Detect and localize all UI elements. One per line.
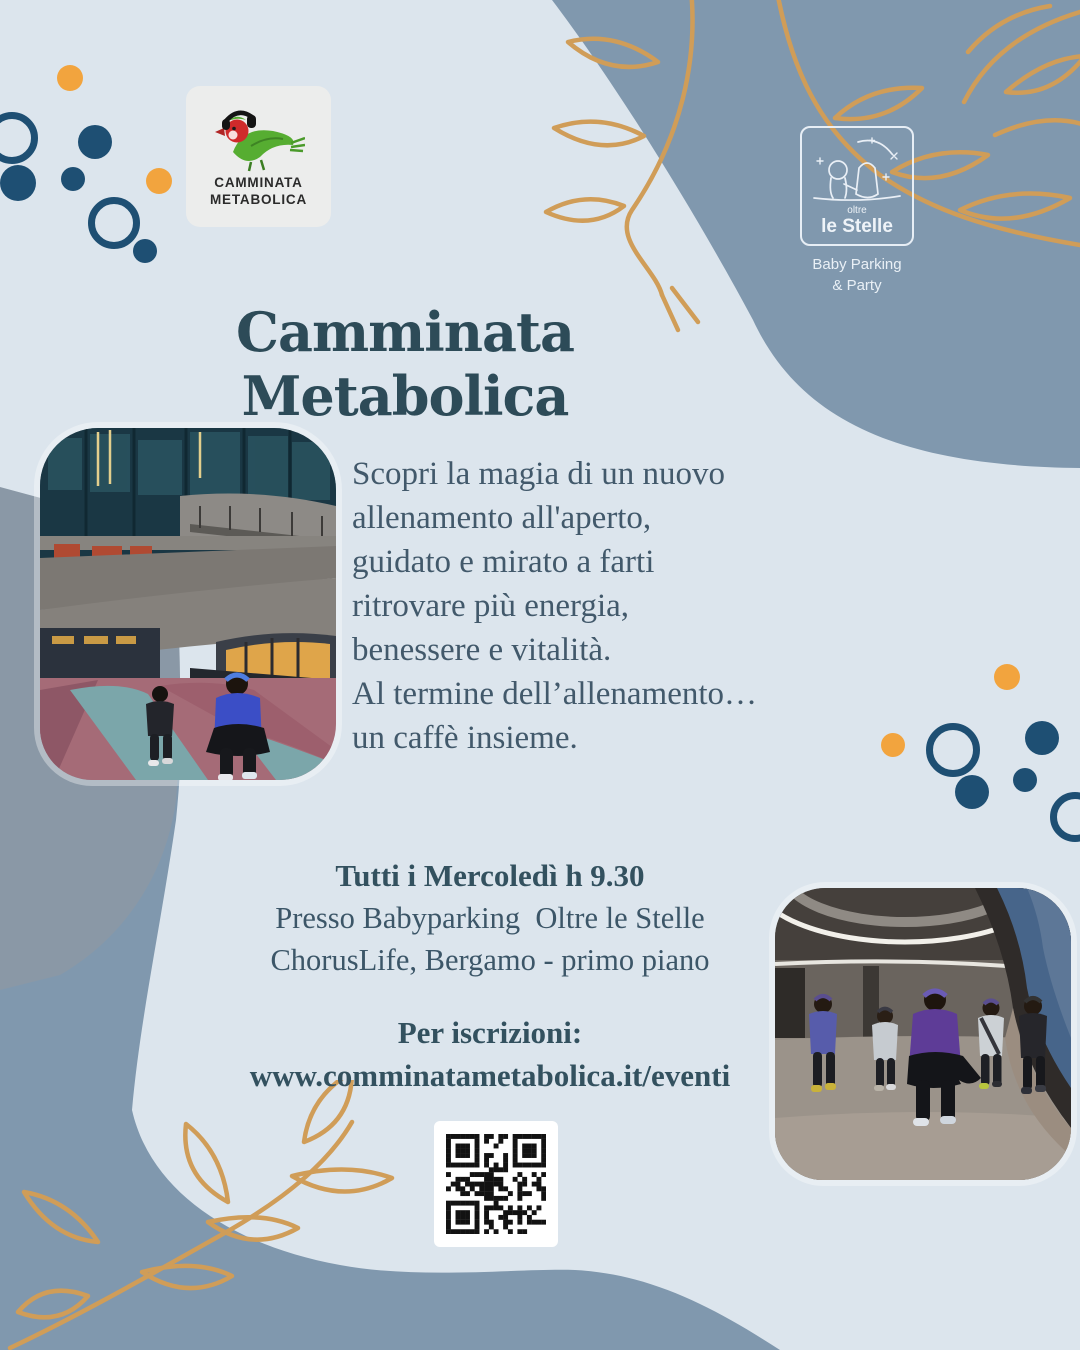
children-stars-sketch-icon <box>802 134 912 206</box>
decor-dot-orange <box>994 664 1020 690</box>
partner-logo-name: le Stelle <box>821 216 893 237</box>
oltre-le-stelle-logo <box>782 126 932 296</box>
intro-line: ritrovare più energia, <box>352 588 630 624</box>
outdoor-walk-photo <box>40 428 336 780</box>
leaf-branch-bottom-left-icon <box>0 1080 420 1350</box>
schedule-where-line1: Presso Babyparking Oltre le Stelle <box>275 901 705 935</box>
intro-paragraph <box>352 452 822 760</box>
schedule-when: Tutti i Mercoledì h 9.30 <box>335 858 645 893</box>
decor-dot-navy <box>133 239 157 263</box>
decor-dot-navy <box>0 165 36 201</box>
signup-url: www.comminatametabolica.it/eventi <box>249 1058 731 1093</box>
decor-dot-orange <box>57 65 83 91</box>
indoor-walk-photo <box>775 888 1071 1180</box>
intro-line: Scopri la magia di un nuovo <box>352 456 726 492</box>
intro-line: allenamento all'aperto, <box>352 500 652 536</box>
brand-logo-line1: CAMMINATA <box>214 174 303 190</box>
decor-dot-navy <box>61 167 85 191</box>
decor-dot-navy <box>955 775 989 809</box>
decor-ring-navy <box>88 197 140 249</box>
camminata-metabolica-logo <box>186 86 331 227</box>
signup-label: Per iscrizioni: <box>397 1015 583 1050</box>
qr-code <box>446 1134 546 1234</box>
oltre-le-stelle-box <box>800 126 914 246</box>
schedule-block <box>190 855 790 981</box>
intro-line: un caffè insieme. <box>352 720 578 756</box>
signup-block <box>170 1012 810 1098</box>
decor-dot-navy <box>78 125 112 159</box>
intro-line: benessere e vitalità. <box>352 632 612 668</box>
bird-headphones-icon <box>213 106 305 172</box>
partner-logo-oltre: oltre <box>847 205 867 216</box>
partner-caption-line1: Baby Parking <box>812 256 902 273</box>
page-title: Camminata Metabolica <box>236 300 574 428</box>
decor-ring-navy <box>926 723 980 777</box>
schedule-where-line2: ChorusLife, Bergamo - primo piano <box>270 943 710 977</box>
decor-dot-orange <box>881 733 905 757</box>
decor-dot-orange <box>146 168 172 194</box>
intro-line: guidato e mirato a farti <box>352 544 655 580</box>
partner-caption-line2: & Party <box>832 277 882 294</box>
qr-card <box>434 1121 558 1247</box>
brand-logo-line2: METABOLICA <box>210 191 307 207</box>
intro-line: Al termine dell’allenamento… <box>352 676 758 712</box>
decor-dot-navy <box>1013 768 1037 792</box>
decor-dot-navy <box>1025 721 1059 755</box>
